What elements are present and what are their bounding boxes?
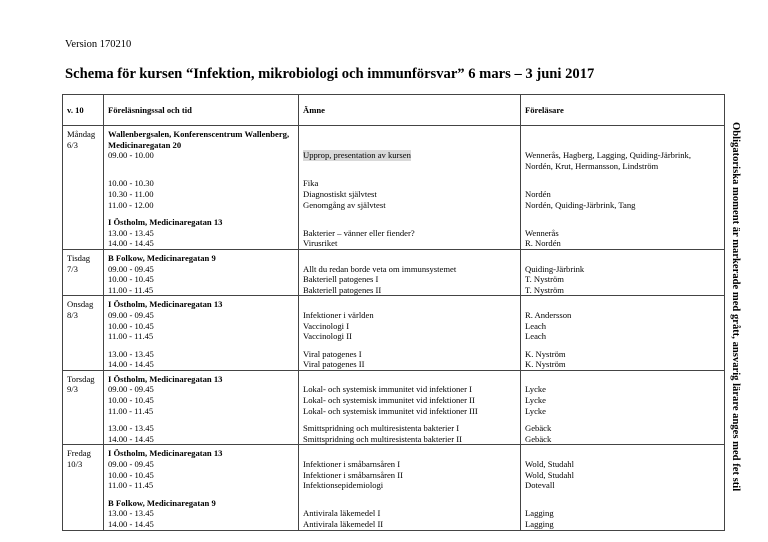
session-lecturer: K. Nyström xyxy=(525,359,566,370)
session-time: 11.00 - 11.45 xyxy=(108,284,154,295)
session-time: 10.00 - 10.45 xyxy=(108,320,154,331)
location-time-cell xyxy=(104,296,299,371)
day-row xyxy=(63,126,725,250)
session-lecturer: Gebäck xyxy=(525,423,552,434)
day-date: 7/3 xyxy=(67,263,78,274)
spacer xyxy=(108,171,294,178)
subject-cell xyxy=(299,296,521,371)
session-subject: Genomgång av självtest xyxy=(303,199,386,210)
spacer xyxy=(108,491,294,498)
location-time-cell xyxy=(104,370,299,445)
session-time: 14.00 - 14.45 xyxy=(108,519,154,529)
day-cell xyxy=(63,445,104,530)
session-lecturer: T. Nyström xyxy=(525,274,564,285)
subject-cell xyxy=(299,445,521,530)
side-note: Obligatoriska moment är markerade med grått, ansvarig lärare anges med fet stil xyxy=(730,122,741,492)
header-subject: Ämne xyxy=(299,95,521,126)
session-time: 14.00 - 14.45 xyxy=(108,238,154,249)
day-name: Torsdag xyxy=(67,373,95,384)
session-subject: Lokal- och systemisk immunitet vid infektioner I xyxy=(303,384,472,395)
spacer xyxy=(303,416,516,423)
session-subject: Viral patogenes I xyxy=(303,348,362,359)
spacer xyxy=(525,342,720,349)
session-time: 14.00 - 14.45 xyxy=(108,433,154,444)
session-time: 10.00 - 10.30 xyxy=(108,178,154,189)
day-cell xyxy=(63,249,104,295)
session-lecturer xyxy=(525,178,720,189)
session-subject: Infektioner i småbarnsåren II xyxy=(303,469,403,480)
session-subject: Vaccinologi II xyxy=(303,331,352,342)
session-lecturer: Wennerås xyxy=(525,227,559,238)
location-label: I Östholm, Medicinaregatan 13 xyxy=(108,299,223,310)
session-time: 09.00 - 09.45 xyxy=(108,384,154,395)
location-time-cell xyxy=(104,445,299,530)
session-subject: Bakteriell patogenes II xyxy=(303,284,382,295)
spacer xyxy=(303,342,516,349)
session-time: 13.00 - 13.45 xyxy=(108,423,154,434)
schedule-table xyxy=(62,94,725,531)
blank-line xyxy=(525,129,720,140)
header-week: v. 10 xyxy=(63,95,104,126)
session-subject: Bakterier – vänner eller fiender? xyxy=(303,227,415,238)
location-time-cell xyxy=(104,249,299,295)
header-row xyxy=(63,95,725,126)
day-name: Tisdag xyxy=(67,252,91,263)
spacer xyxy=(525,491,720,498)
day-name: Måndag xyxy=(67,129,96,139)
blank-line xyxy=(303,498,516,509)
session-time: 13.00 - 13.45 xyxy=(108,227,154,238)
blank-line xyxy=(303,448,516,459)
header-lecturer: Föreläsare xyxy=(521,95,725,126)
session-subject: Antivirala läkemedel I xyxy=(303,508,381,519)
day-date: 6/3 xyxy=(67,139,78,150)
day-date: 10/3 xyxy=(67,459,83,470)
session-lecturer: R. Nordén xyxy=(525,238,561,249)
blank-line xyxy=(525,140,720,151)
location-label: I Östholm, Medicinaregatan 13 xyxy=(108,217,223,228)
session-lecturer: Quiding-Järbrink xyxy=(525,263,585,274)
session-subject: Antivirala läkemedel II xyxy=(303,519,384,529)
lecturer-cell xyxy=(521,296,725,371)
blank-line xyxy=(303,217,516,228)
blank-line xyxy=(303,374,516,385)
session-lecturer: Nordén xyxy=(525,188,551,199)
session-lecturer: Lycke xyxy=(525,405,546,416)
day-row xyxy=(63,445,725,530)
location-label: I Östholm, Medicinaregatan 13 xyxy=(108,448,223,459)
session-subject: Viral patogenes II xyxy=(303,359,365,370)
spacer xyxy=(303,210,516,217)
session-lecturer: Lycke xyxy=(525,384,546,395)
session-time: 09.00 - 09.45 xyxy=(108,263,154,274)
version-label: Version 170210 xyxy=(65,39,132,50)
session-time: 11.00 - 11.45 xyxy=(108,480,154,491)
session-lecturer: Leach xyxy=(525,320,546,331)
day-name: Onsdag xyxy=(67,299,94,310)
session-lecturer: Lagging xyxy=(525,508,554,519)
blank-line xyxy=(525,448,720,459)
day-date: 9/3 xyxy=(67,384,78,395)
day-row xyxy=(63,296,725,371)
session-time: 11.00 - 11.45 xyxy=(108,405,154,416)
session-lecturer: Dotevall xyxy=(525,480,555,491)
session-lecturer: K. Nyström xyxy=(525,348,566,359)
page-title: Schema för kursen “Infektion, mikrobiologi och immunförsvar” 6 mars – 3 juni 2017 xyxy=(65,66,595,82)
blank-line xyxy=(303,140,516,151)
session-time: 10.00 - 10.45 xyxy=(108,395,154,406)
spacer xyxy=(525,210,720,217)
spacer xyxy=(108,416,294,423)
day-row xyxy=(63,249,725,295)
session-subject: Vaccinologi I xyxy=(303,320,350,331)
spacer xyxy=(525,416,720,423)
session-time: 09.00 - 09.45 xyxy=(108,459,154,470)
session-time: 11.00 - 12.00 xyxy=(108,199,154,210)
session-lecturer: Wold, Studahl xyxy=(525,459,574,470)
session-subject: Bakteriell patogenes I xyxy=(303,274,379,285)
session-subject: Virusriket xyxy=(303,238,338,249)
session-time: 11.00 - 11.45 xyxy=(108,331,154,342)
session-subject: Upprop, presentation av kursen xyxy=(303,150,411,161)
session-time: 10.30 - 11.00 xyxy=(108,188,154,199)
blank-line xyxy=(525,299,720,310)
session-subject: Diagnostiskt självtest xyxy=(303,188,377,199)
session-subject: Fika xyxy=(303,178,319,189)
session-subject: Allt du redan borde veta om immunsystemet xyxy=(303,263,457,274)
session-subject: Smittspridning och multiresistenta bakterier II xyxy=(303,433,462,444)
location-time-cell xyxy=(104,126,299,250)
spacer xyxy=(108,210,294,217)
day-row xyxy=(63,370,725,445)
day-cell xyxy=(63,296,104,371)
session-subject: Smittspridning och multiresistenta bakterier I xyxy=(303,423,460,434)
session-time: 14.00 - 14.45 xyxy=(108,359,154,370)
day-name: Fredag xyxy=(67,448,91,459)
spacer xyxy=(525,171,720,178)
session-lecturer: Lycke xyxy=(525,395,546,406)
session-lecturer: Wennerås, Hagberg, Lagging, Quiding-Järbrink, Nordén, Krut, Hermansson, Lindström xyxy=(525,150,691,171)
day-cell xyxy=(63,126,104,250)
session-lecturer: Leach xyxy=(525,331,546,342)
location-label: I Östholm, Medicinaregatan 13 xyxy=(108,373,223,384)
lecturer-cell xyxy=(521,126,725,250)
session-subject: Infektioner i världen xyxy=(303,309,374,320)
spacer xyxy=(303,171,516,178)
lecturer-cell xyxy=(521,445,725,530)
session-subject: Lokal- och systemisk immunitet vid infektioner II xyxy=(303,395,475,406)
location-label: B Folkow, Medicinaregatan 9 xyxy=(108,497,216,508)
session-time: 09.00 - 09.45 xyxy=(108,309,154,320)
spacer xyxy=(303,491,516,498)
subject-cell xyxy=(299,249,521,295)
blank-line xyxy=(303,161,516,172)
session-lecturer: Nordén, Quiding-Järbrink, Tang xyxy=(525,199,636,210)
header-location-time: Föreläsningssal och tid xyxy=(104,95,299,126)
session-lecturer: R. Andersson xyxy=(525,309,572,320)
blank-line xyxy=(303,253,516,264)
blank-line xyxy=(303,129,516,140)
session-subject: Lokal- och systemisk immunitet vid infektioner III xyxy=(303,405,478,416)
session-lecturer: Wold, Studahl xyxy=(525,469,574,480)
session-lecturer: Lagging xyxy=(525,519,554,529)
session-subject: Infektionsepidemiologi xyxy=(303,480,384,491)
session-time: 09.00 - 10.00 xyxy=(108,150,154,161)
session-time: 10.00 - 10.45 xyxy=(108,469,154,480)
location-label: Wallenbergsalen, Konferenscentrum Wallenberg, Medicinaregatan 20 xyxy=(108,129,290,150)
lecturer-cell xyxy=(521,249,725,295)
subject-cell xyxy=(299,370,521,445)
session-time: 13.00 - 13.45 xyxy=(108,508,154,519)
session-lecturer: Gebäck xyxy=(525,433,552,444)
blank-line xyxy=(108,161,294,172)
session-time: 10.00 - 10.45 xyxy=(108,274,154,285)
session-time: 13.00 - 13.45 xyxy=(108,348,154,359)
spacer xyxy=(108,342,294,349)
blank-line xyxy=(525,217,720,228)
blank-line xyxy=(525,374,720,385)
blank-line xyxy=(525,498,720,509)
session-lecturer: T. Nyström xyxy=(525,284,564,295)
day-date: 8/3 xyxy=(67,309,78,320)
blank-line xyxy=(303,299,516,310)
subject-cell xyxy=(299,126,521,250)
blank-line xyxy=(525,253,720,264)
session-subject: Infektioner i småbarnsåren I xyxy=(303,459,401,470)
day-cell xyxy=(63,370,104,445)
location-label: B Folkow, Medicinaregatan 9 xyxy=(108,252,216,263)
lecturer-cell xyxy=(521,370,725,445)
